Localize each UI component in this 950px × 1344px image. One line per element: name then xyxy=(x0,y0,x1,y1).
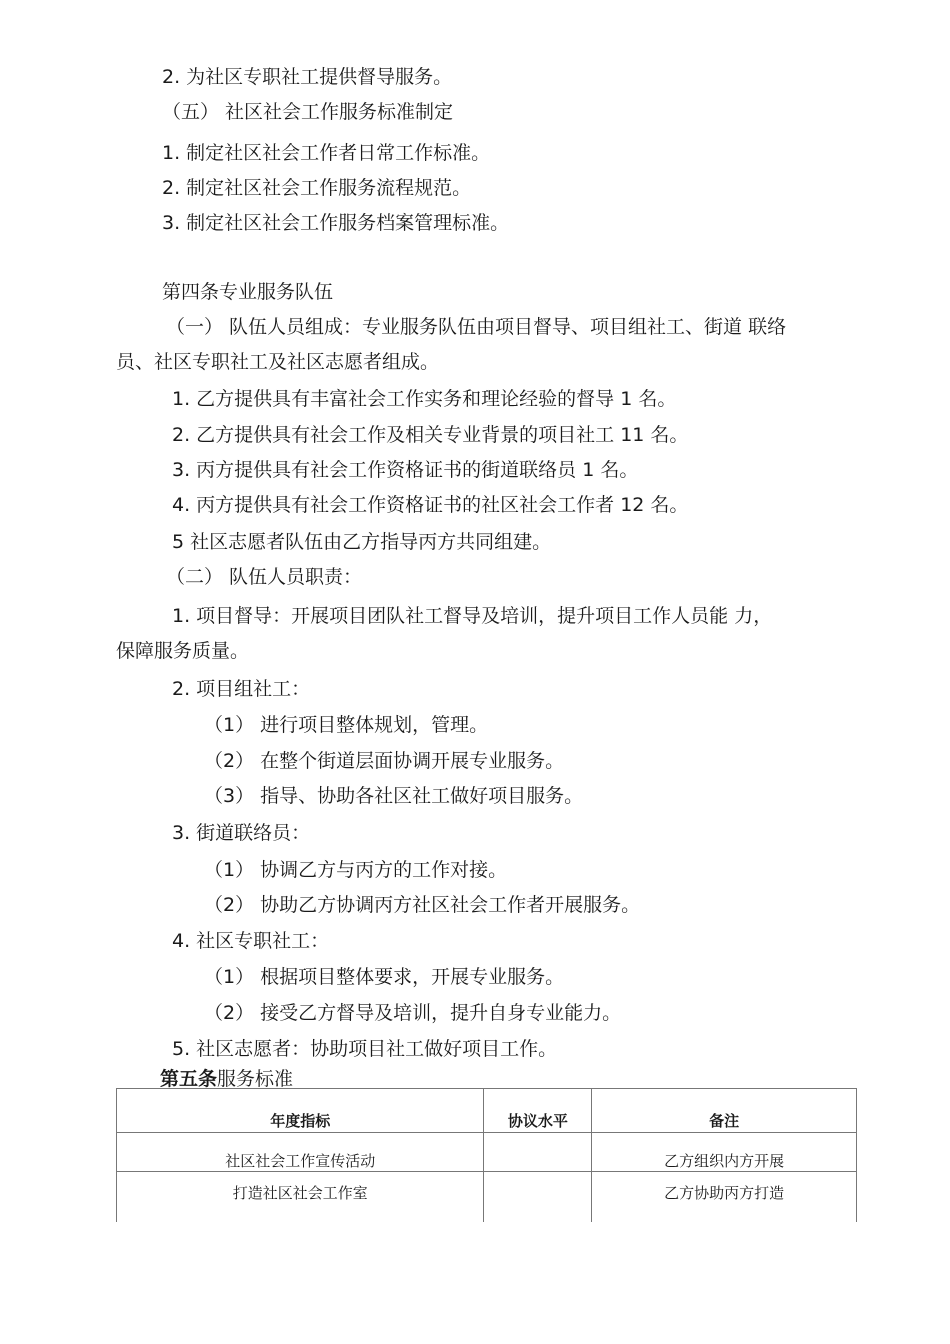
line-4: 2. 制定社区社会工作服务流程规范。 xyxy=(162,177,472,199)
table-row xyxy=(117,1133,857,1172)
line-liaison-2: （2） 协助乙方协调丙方社区社会工作者开展服务。 xyxy=(204,894,641,916)
line-psw-3: （3） 指导、协助各社区社工做好项目服务。 xyxy=(204,785,584,807)
line-team-composition: （一） 队伍人员组成：专业服务队伍由项目督导、项目组社工、街道 联络 xyxy=(166,316,787,338)
line-member-2: 2. 乙方提供具有社会工作及相关专业背景的项目社工 11 名。 xyxy=(172,424,689,446)
line-member-3: 3. 丙方提供具有社会工作资格证书的街道联络员 1 名。 xyxy=(172,459,639,481)
line-member-5: 5 社区志愿者队伍由乙方指导丙方共同组建。 xyxy=(172,531,552,553)
table-cell: 乙方组织内方开展 xyxy=(592,1133,857,1172)
line-team-composition-cont: 员、社区专职社工及社区志愿者组成。 xyxy=(116,351,440,373)
header-annual-indicator: 年度指标 xyxy=(117,1089,484,1133)
table-cell: 社区社会工作宣传活动 xyxy=(117,1133,484,1172)
line-project-social-worker: 2. 项目组社工： xyxy=(172,678,311,700)
section-heading-5: （五） 社区社会工作服务标准制定 xyxy=(162,101,454,123)
table-header-row xyxy=(117,1089,857,1133)
table-cell xyxy=(484,1172,592,1223)
table-cell xyxy=(484,1133,592,1172)
line-psw-1: （1） 进行项目整体规划，管理。 xyxy=(204,714,489,736)
line-5: 3. 制定社区社会工作服务档案管理标准。 xyxy=(162,212,510,234)
header-agreement-level: 协议水平 xyxy=(484,1089,592,1133)
line-supervisor-cont: 保障服务质量。 xyxy=(116,640,250,662)
line-community-worker: 4. 社区专职社工： xyxy=(172,930,330,952)
line-volunteer: 5. 社区志愿者：协助项目社工做好项目工作。 xyxy=(172,1038,558,1060)
table-row xyxy=(117,1172,857,1223)
line-liaison-1: （1） 协调乙方与丙方的工作对接。 xyxy=(204,859,508,881)
line-cw-2: （2） 接受乙方督导及培训，提升自身专业能力。 xyxy=(204,1002,622,1024)
line-cw-1: （1） 根据项目整体要求，开展专业服务。 xyxy=(204,966,565,988)
article-5-title: 服务标准 xyxy=(217,1068,294,1090)
table-cell: 乙方协助丙方打造 xyxy=(592,1172,857,1223)
line-duties-heading: （二） 队伍人员职责： xyxy=(166,566,363,588)
line-member-4: 4. 丙方提供具有社会工作资格证书的社区社会工作者 12 名。 xyxy=(172,494,689,516)
line-street-liaison: 3. 街道联络员： xyxy=(172,822,311,844)
article-4-heading: 第四条专业服务队伍 xyxy=(162,281,334,303)
line-3: 1. 制定社区社会工作者日常工作标准。 xyxy=(162,142,491,164)
article-5-number: 第五条 xyxy=(160,1068,218,1090)
table-cell: 打造社区社会工作室 xyxy=(117,1172,484,1223)
line-member-1: 1. 乙方提供具有丰富社会工作实务和理论经验的督导 1 名。 xyxy=(172,388,677,410)
line-1: 2. 为社区专职社工提供督导服务。 xyxy=(162,66,453,88)
line-supervisor: 1. 项目督导：开展项目团队社工督导及培训，提升项目工作人员能 力， xyxy=(172,605,773,627)
line-psw-2: （2） 在整个街道层面协调开展专业服务。 xyxy=(204,750,565,772)
service-standard-table xyxy=(116,1088,857,1222)
header-remarks: 备注 xyxy=(592,1089,857,1133)
